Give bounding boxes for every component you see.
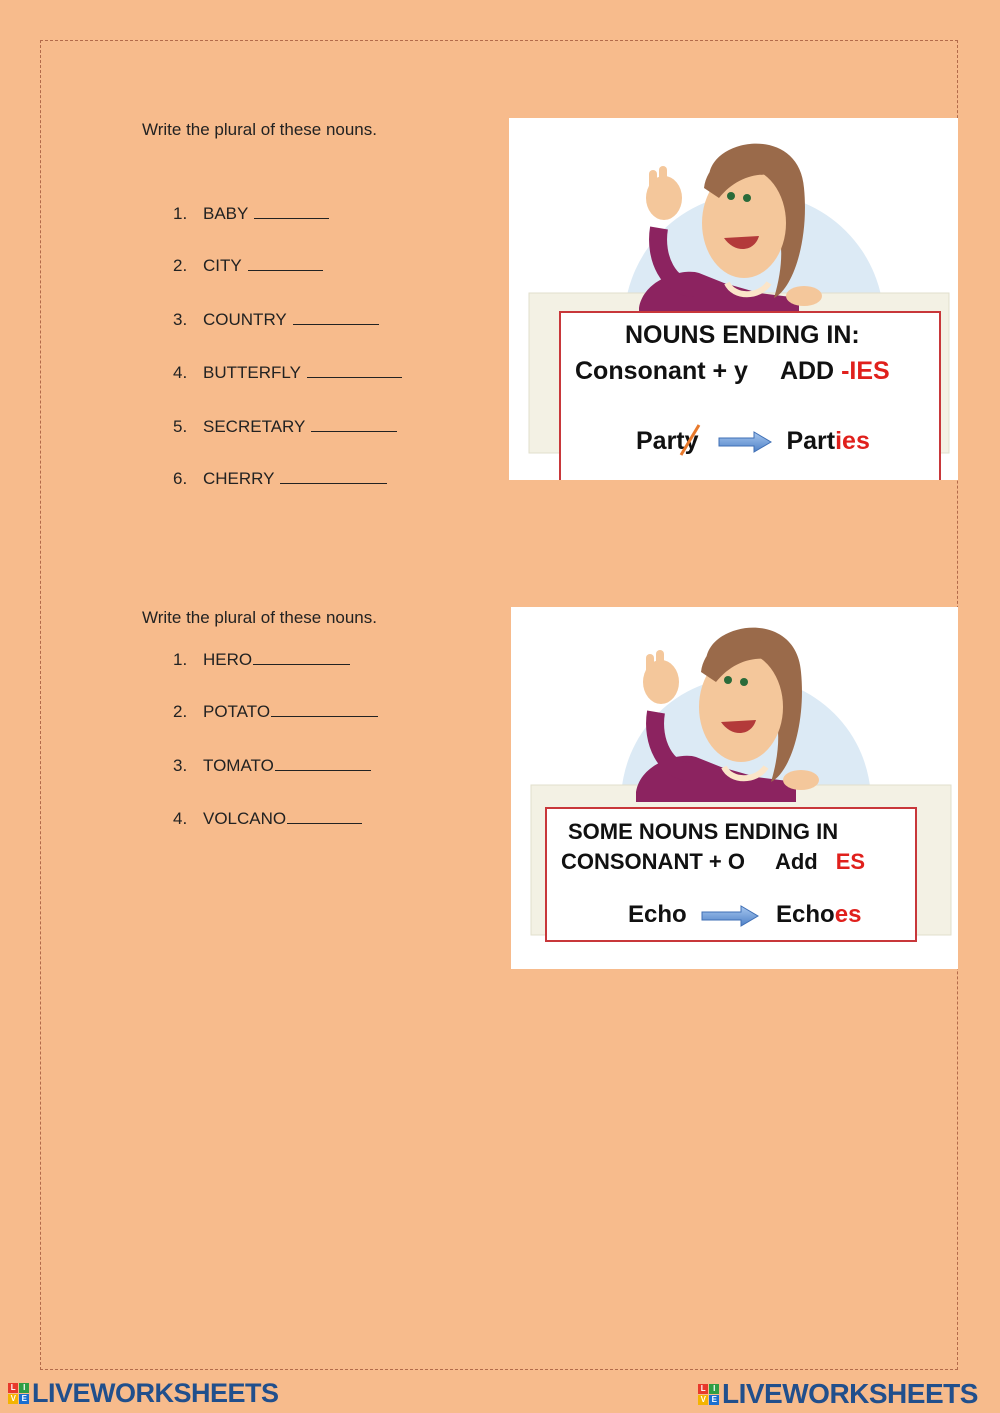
rule1-example-before [636,427,699,455]
item-number: 3. [173,310,188,329]
liveworksheets-logo-left[interactable] [8,1378,279,1409]
exercise1-item [173,363,402,383]
strike-mark-icon [679,423,701,457]
answer-blank[interactable] [253,650,350,665]
item-word: POTATO [203,702,271,721]
arrow-right-icon [718,431,772,453]
logo-blocks-icon [8,1383,29,1404]
item-number: 6. [173,469,188,488]
brand-name: LIVEWORKSHEETS [32,1378,279,1408]
item-number: 4. [173,809,188,828]
exercise1-item [173,310,379,330]
rule-card-ies [509,118,958,480]
answer-blank[interactable] [287,809,362,824]
item-word: VOLCANO [203,809,287,828]
item-number: 2. [173,702,188,721]
logo-letter: E [19,1394,29,1404]
answer-blank[interactable] [280,469,387,484]
exercise1-item [173,417,397,437]
rule1-crossed-letter: y [684,427,699,455]
exercise2-instruction: Write the plural of these nouns. [142,608,377,627]
rule1-before-crossed [685,427,699,455]
exercise1-item [173,469,387,489]
brand-name: LIVEWORKSHEETS [722,1378,978,1409]
exercise1-instruction: Write the plural of these nouns. [142,120,377,139]
rule-box-es [545,807,917,942]
rule1-after-stem: Part [786,427,836,455]
rule1-suffix: -IES [841,357,890,385]
rule2-suffix: ES [835,849,866,874]
answer-blank[interactable] [275,756,371,771]
item-number: 1. [173,204,188,223]
rule2-after-stem: Echo [776,901,835,928]
item-number: 1. [173,650,188,669]
answer-blank[interactable] [248,256,323,271]
logo-letter: L [698,1384,708,1394]
rule2-condition [561,849,865,875]
exercise2-item [173,702,378,722]
rule2-condition-text: CONSONANT + O [561,849,745,874]
liveworksheets-logo-right[interactable] [698,1378,978,1410]
exercise2-item [173,650,350,670]
item-word: BUTTERFLY [203,363,301,382]
item-number: 3. [173,756,188,775]
logo-letter: L [8,1383,18,1393]
answer-blank[interactable] [293,310,379,325]
exercise2-item [173,809,362,829]
rule1-condition-text: Consonant + y [575,357,748,385]
logo-letter: I [709,1384,719,1394]
rule1-title: NOUNS ENDING IN: [625,321,860,349]
item-number: 2. [173,256,188,275]
rule2-action: Add [774,849,818,874]
logo-letter: V [698,1395,708,1405]
item-word: HERO [203,650,253,669]
rule1-condition [575,357,890,386]
answer-blank[interactable] [254,204,329,219]
logo-blocks-icon [698,1384,719,1405]
rule-box-ies [559,311,941,480]
logo-letter: E [709,1395,719,1405]
arrow-right-icon [701,905,759,927]
item-word: SECRETARY [203,417,306,436]
item-word: CHERRY [203,469,275,488]
rule-card-es [511,607,958,969]
logo-letter: I [19,1383,29,1393]
item-number: 5. [173,417,188,436]
rule2-after-suffix: es [834,901,862,928]
rule2-title: SOME NOUNS ENDING IN [568,819,839,844]
rule1-example [636,427,870,456]
logo-letter: V [8,1394,18,1404]
rule1-action: ADD [779,357,835,385]
item-word: BABY [203,204,249,223]
rule1-after-suffix: ies [835,427,870,455]
rule2-example-before: Echo [628,901,687,928]
rule2-example [628,901,861,929]
answer-blank[interactable] [271,702,378,717]
answer-blank[interactable] [311,417,397,432]
answer-blank[interactable] [307,363,402,378]
item-word: CITY [203,256,242,275]
item-number: 4. [173,363,188,382]
item-word: COUNTRY [203,310,287,329]
rule1-before-stem: Part [636,427,685,455]
exercise1-item [173,204,329,224]
exercise1-item [173,256,323,276]
item-word: TOMATO [203,756,274,775]
exercise2-item [173,756,371,776]
